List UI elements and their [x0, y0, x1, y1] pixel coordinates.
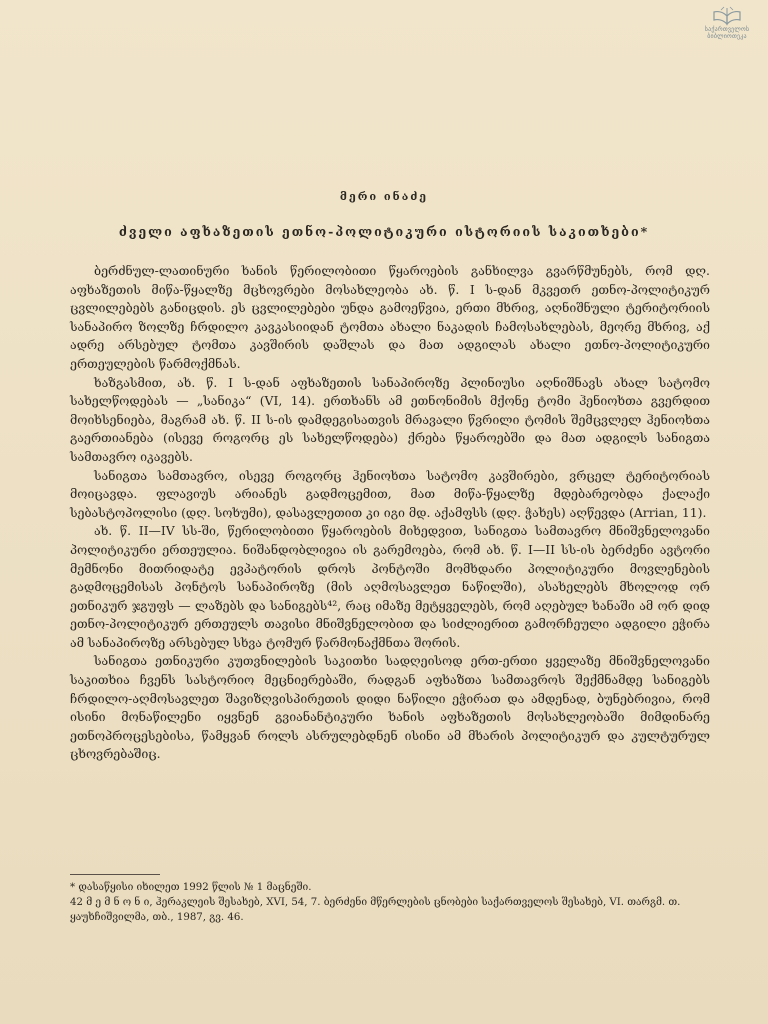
logo-text-line2: ბიბლიოთეკა	[707, 33, 747, 40]
article-body	[70, 262, 710, 764]
footnotes	[70, 880, 710, 925]
author-name: მერი ინაძე	[339, 190, 429, 203]
paragraph: ახ. წ. II—IV სს-ში, წერილობითი წყაროების მიხედვით, სანიგთა სამთავრო მნიშვნელოვანი პოლიტიკური ერთეულია. ნიშანდობლივია ის გარემოება, რომ ახ. წ. I—II სს-ის ბერძენი ავტორი მემნონი მითრიდატე ევპატორის დროს პონტოში მომხდარი პოლიტიკური მოვლენების გადმოცემისას პონტოს სანაპიროზე (მის აღმოსავლეთ ნაწილში), ასახელებს მხოლოდ ორ ეთნიკურ ჯგუფს — ლაზებს და სანიგებს⁴², რაც იმაზე მეტყველებს, რომ აღებულ ხანაში ამ ორ დიდ ეთნო-პოლიტიკურ ერთეულს თავისი მნიშვნელობით და სიძლიერით გამორჩეული ადგილი ეჭირა ამ სანაპიროზე არსებულ სხვა ტომურ წარმონაქმნთა შორის.	[70, 523, 710, 650]
footnote: 42 მ ე მ ნ ო ნ ი, ჰერაკლეის შესახებ, XVI, 54, 7. ბერძენი მწერლების ცნობები საქართველოს შესახებ, VI. თარგმ. თ. ყაუხჩიშვილმა, თბ., 1987, გვ. 46.	[70, 897, 681, 923]
paragraph: სანიგთა ეთნიკური კუთვნილების საკითხი სადღეისოდ ერთ-ერთი ყველაზე მნიშვნელოვანი საკითხია ჩვენს სასტორიო მეცნიერებაში, რადგან აფხაზთა სამთავროს შექმნამდე სანიგებს ჩრდილო-აღმოსავლეთ შავიზღვისპირეთის დიდი ნაწილი ეჭირათ და ამდენად, ბუნებრივია, რომ ისინი მონაწილენი იყვნენ გვიანანტიკური ხანის აფხაზეთის მოსახლეობაში მიმდინარე ეთნოპროცესებისა, წამყვან როლს ასრულებდნენ ისინი ამ მხარის პოლიტიკურ და კულტურულ ცხოვრებაშიც.	[70, 653, 710, 762]
logo-text-line1: საქართველოს	[704, 26, 750, 33]
paragraph: ხაზგასმით, ახ. წ. I ს-დან აფხაზეთის სანაპიროზე პლინიუსი აღნიშნავს ახალ სატომო სახელწოდებას — „სანიკა“ (VI, 14). ერთხანს ამ ეთნონიმის მქონე ტომი ჰენიოხთა გვერდით მოიხსენიება, მაგრამ ახ. წ. II ს-ის დამდეგისათვის მრავალი წვრილი ტომის შემცვლელ ჰენიოხთა გაერთიანება (ისევე როგორც ეს სახელწოდება) ქრება წყაროებში და მათ ადგილს სანიგთა სამთავრო იკავებს.	[70, 374, 710, 464]
library-logo	[700, 6, 754, 40]
open-book-icon	[712, 6, 742, 26]
paragraph: სანიგთა სამთავრო, ისევე როგორც ჰენიოხთა სატომო კავშირები, ვრცელ ტერიტორიას მოიცავდა. ფლავიუს არიანეს გადმოცემით, მათ მიწა-წყალზე მდებარეობდა ქალაქი სებასტოპოლისი (დღ. სოხუმი), დასავლეთით კი იგი მდ. აქამფსს (დღ. ჭახეს) აღწევდა (Arrian, 11).	[70, 467, 710, 520]
article-title: ძველი აფხაზეთის ეთნო-პოლიტიკური ისტორიის საკითხები*	[118, 224, 650, 239]
footnote-divider	[70, 874, 160, 875]
paragraph: ბერძნულ-ლათინური ხანის წერილობითი წყაროების განხილვა გვარწმუნებს, რომ დღ. აფხაზეთის მიწა-წყალზე მცხოვრები მოსახლეობა ახ. წ. I ს-დან მკვეთრ ეთნო-პოლიტიკურ ცვლილებებს განიცდის. ეს ცვლილებები უნდა გამოეწვია, ერთი მხრივ, აღნიშნული ტერიტორიის სანაპირო ზოლზე ჩრდილო კავკასიიდან ტომთა ახალი ნაკადის ჩამოსახლებას, მეორე მხრივ, აქ ადრე არსებულ ტომთა კავშირის დაშლას და მათ ადგილას ახალი ეთნო-პოლიტიკური ერთეულების წარმოქმნას.	[70, 263, 710, 371]
footnote: * დასაწყისი იხილეთ 1992 წლის № 1 მაცნეში.	[70, 882, 312, 893]
